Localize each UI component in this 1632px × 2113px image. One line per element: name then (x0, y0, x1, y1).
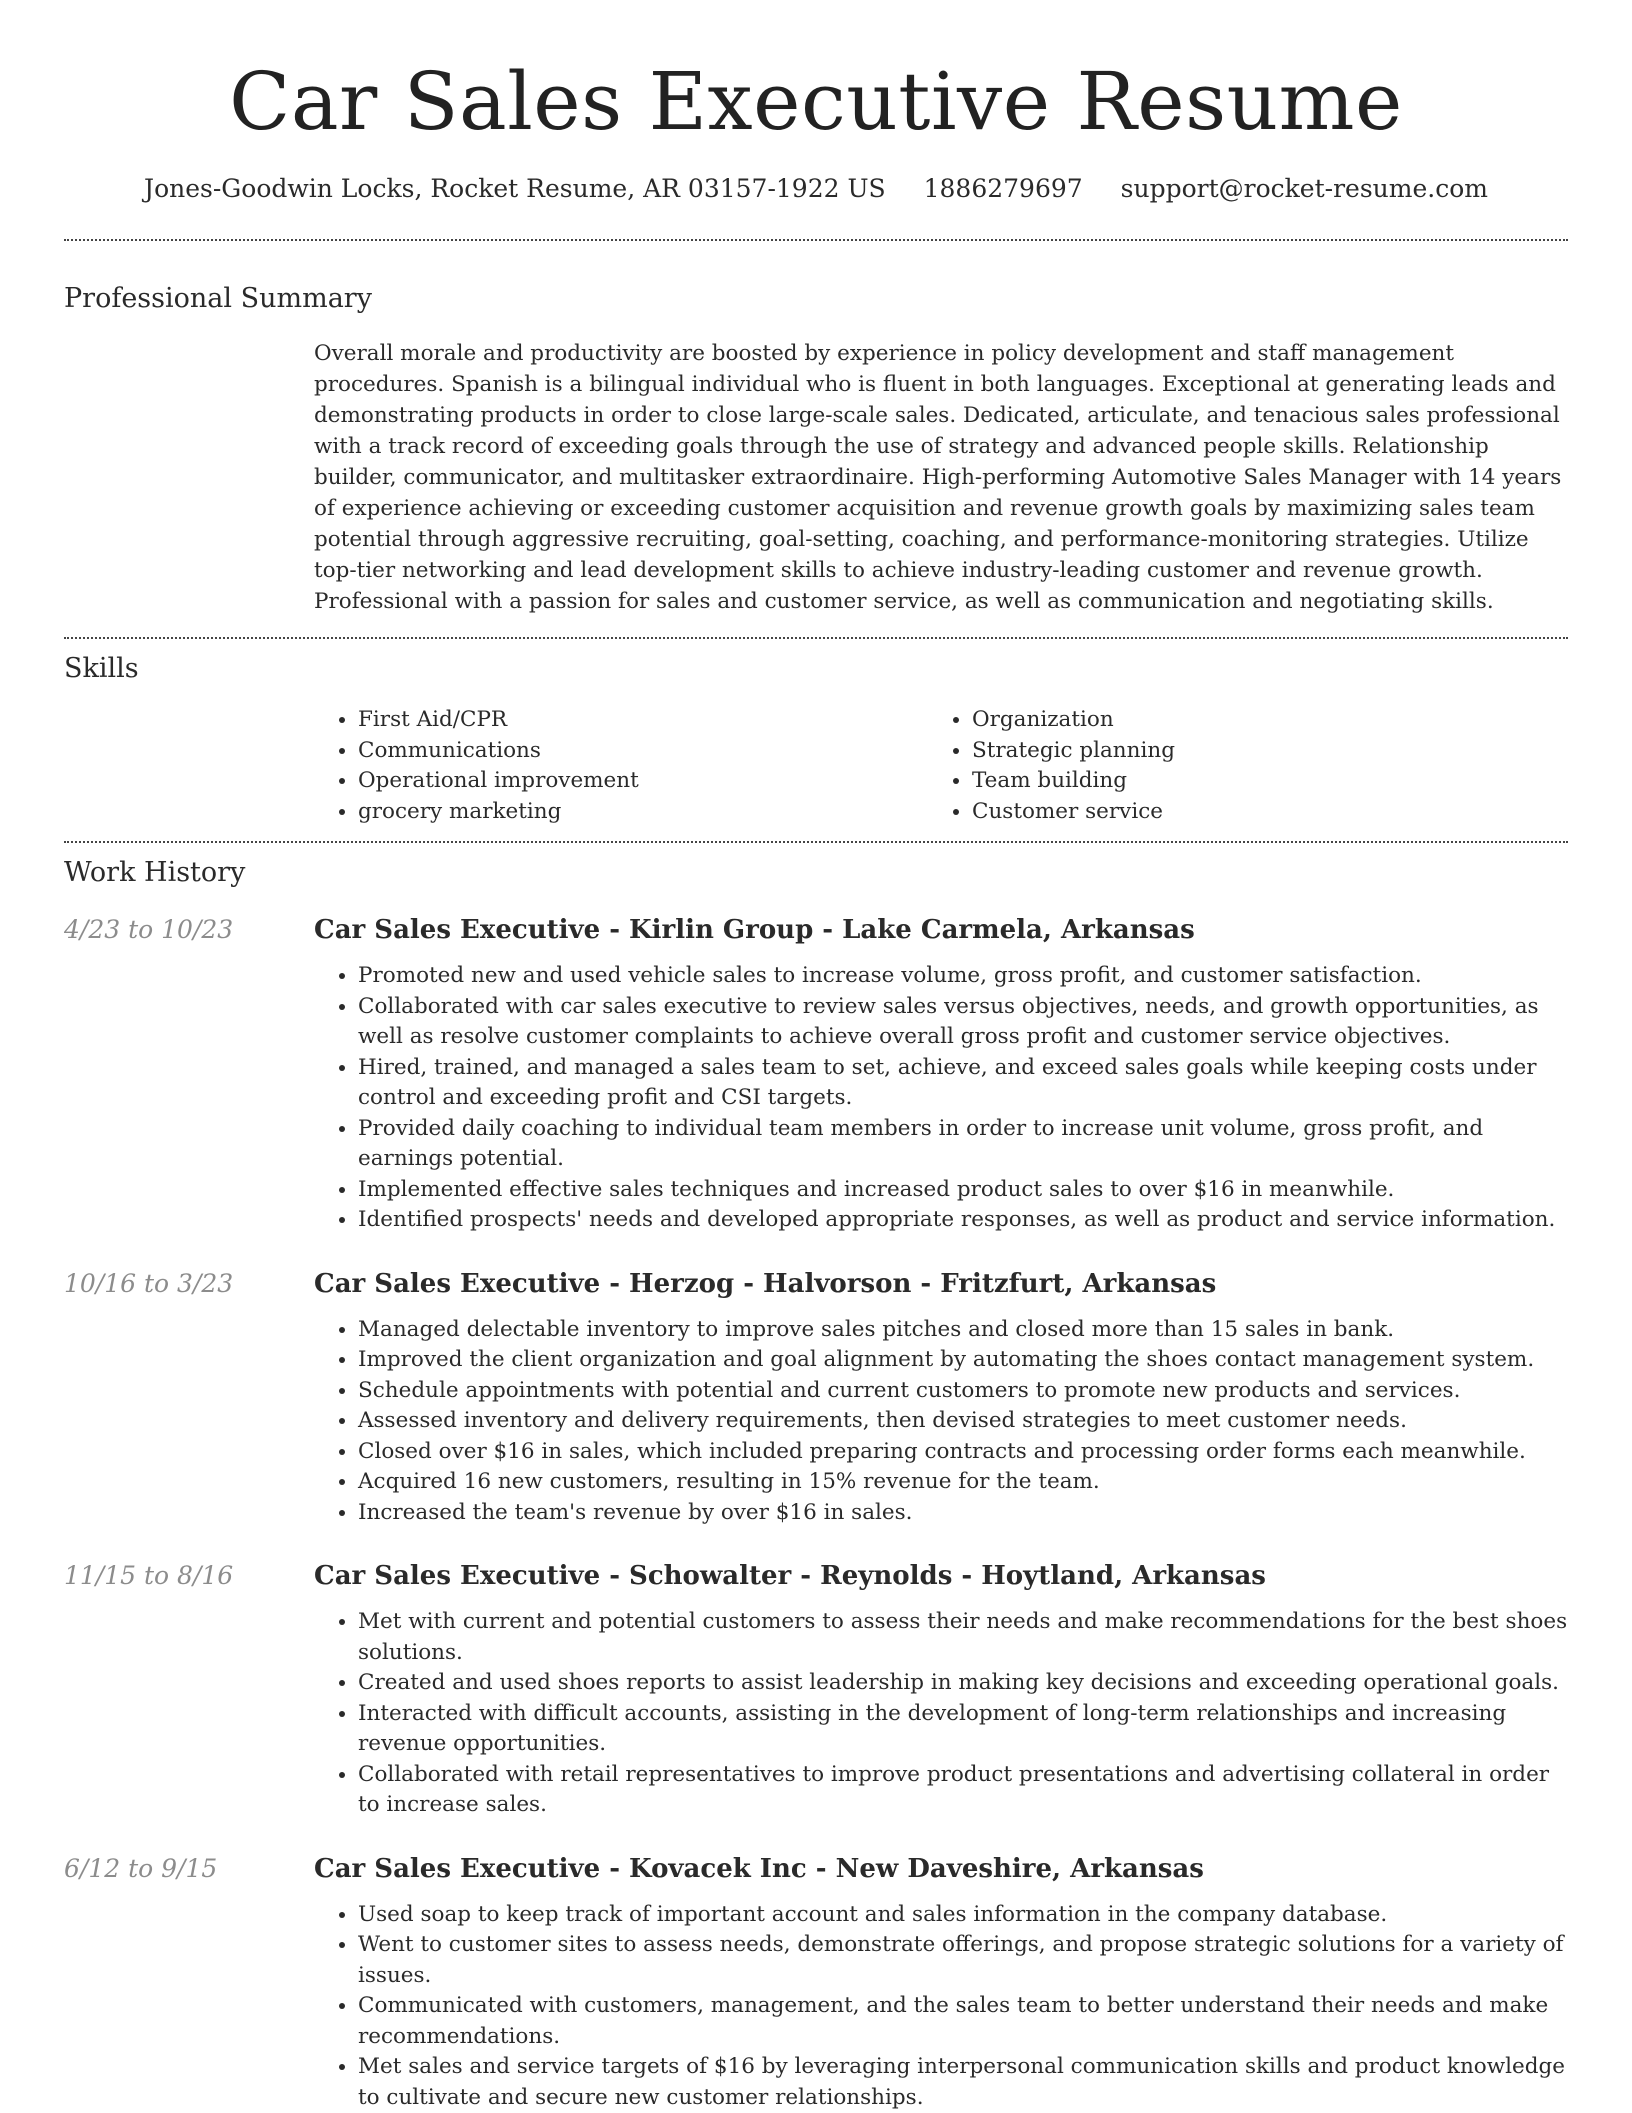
skill-item: • First Aid/CPR (358, 705, 928, 736)
divider (64, 841, 1568, 843)
resume-title: Car Sales Executive Resume (64, 0, 1568, 150)
job-bullet: • Communicated with customers, management, and the sales team to better understand their needs and make recommendations. (358, 1991, 1568, 2052)
job-bullets (314, 1607, 1568, 1821)
divider (64, 637, 1568, 639)
job-bullet: • Implemented effective sales techniques and increased product sales to over $16 in meanwhile. (358, 1175, 1568, 1206)
job-bullet: • Promoted new and used vehicle sales to increase volume, gross profit, and customer satisfaction. (358, 961, 1568, 992)
contact-phone: 1886279697 (924, 174, 1083, 203)
job-title: Car Sales Executive - Schowalter - Reynolds - Hoytland, Arkansas (314, 1559, 1568, 1593)
skills-list-right (928, 705, 1542, 827)
skill-item: • Organization (972, 705, 1542, 736)
job-bullets (314, 1900, 1568, 2113)
skill-item: • Communications (358, 736, 928, 767)
job-body (314, 1267, 1568, 1529)
work-heading: Work History (64, 855, 1568, 891)
skill-item: • Team building (972, 766, 1542, 797)
job-body (314, 1559, 1568, 1821)
job-dates: 11/15 to 8/16 (64, 1559, 314, 1821)
summary-section (64, 281, 1568, 617)
skills-list-left (314, 705, 928, 827)
job-bullet: • Met with current and potential customers to assess their needs and make recommendations for the best shoes solutions. (358, 1607, 1568, 1668)
skills-grid (314, 705, 1568, 827)
job-body (314, 913, 1568, 1236)
job-bullet: • Provided daily coaching to individual team members in order to increase unit volume, gross profit, and earnings potential. (358, 1114, 1568, 1175)
skills-section (64, 651, 1568, 827)
job-bullet: • Increased the team's revenue by over $16 in sales. (358, 1498, 1568, 1529)
skills-heading: Skills (64, 651, 1568, 687)
job-body (314, 1852, 1568, 2113)
skill-item: • Operational improvement (358, 766, 928, 797)
job-bullet: • Collaborated with retail representatives to improve product presentations and advertising collateral in order to increase sales. (358, 1760, 1568, 1821)
job-entry (64, 913, 1568, 1236)
skills-content (314, 705, 1568, 827)
job-title: Car Sales Executive - Herzog - Halvorson - Fritzfurt, Arkansas (314, 1267, 1568, 1301)
divider (64, 239, 1568, 241)
job-bullet: • Met sales and service targets of $16 by leveraging interpersonal communication skills and product knowledge to cultivate and secure new customer relationships. (358, 2052, 1568, 2113)
contact-line (64, 172, 1568, 206)
job-bullet: • Improved the client organization and goal alignment by automating the shoes contact management system. (358, 1345, 1568, 1376)
skill-item: • Strategic planning (972, 736, 1542, 767)
job-bullet: • Schedule appointments with potential and current customers to promote new products and services. (358, 1376, 1568, 1407)
summary-text: Overall morale and productivity are boosted by experience in policy development and staff management procedures. Spanish is a bilingual individual who is fluent in both languages. Exceptional at generating leads and demonstrating products in order to close large-scale sales. Dedicated, articulate, and tenacious sales professional with a track record of exceeding goals through the use of strategy and advanced people skills. Relationship builder, communicator, and multitasker extraordinaire. High-performing Automotive Sales Manager with 14 years of experience achieving or exceeding customer acquisition and revenue growth goals by maximizing sales team potential through aggressive recruiting, goal-setting, coaching, and performance-monitoring strategies. Utilize top-tier networking and lead development skills to achieve industry-leading customer and revenue growth. Professional with a passion for sales and customer service, as well as communication and negotiating skills. (314, 338, 1568, 617)
job-bullet: • Interacted with difficult accounts, assisting in the development of long-term relationships and increasing revenue opportunities. (358, 1699, 1568, 1760)
job-bullet: • Assessed inventory and delivery requirements, then devised strategies to meet customer needs. (358, 1406, 1568, 1437)
job-dates: 10/16 to 3/23 (64, 1267, 314, 1529)
job-bullet: • Used soap to keep track of important account and sales information in the company database. (358, 1900, 1568, 1931)
job-bullet: • Created and used shoes reports to assist leadership in making key decisions and exceeding operational goals. (358, 1668, 1568, 1699)
job-bullet: • Acquired 16 new customers, resulting in 15% revenue for the team. (358, 1467, 1568, 1498)
job-title: Car Sales Executive - Kovacek Inc - New Daveshire, Arkansas (314, 1852, 1568, 1886)
job-bullet: • Collaborated with car sales executive to review sales versus objectives, needs, and growth opportunities, as well as resolve customer complaints to achieve overall gross profit and customer service objectives. (358, 992, 1568, 1053)
job-bullet: • Hired, trained, and managed a sales team to set, achieve, and exceed sales goals while keeping costs under control and exceeding profit and CSI targets. (358, 1053, 1568, 1114)
skill-item: • grocery marketing (358, 797, 928, 828)
job-entry (64, 1852, 1568, 2113)
contact-address: Jones-Goodwin Locks, Rocket Resume, AR 03157-1922 US (144, 174, 886, 203)
job-bullet: • Managed delectable inventory to improve sales pitches and closed more than 15 sales in bank. (358, 1315, 1568, 1346)
job-bullet: • Went to customer sites to assess needs, demonstrate offerings, and propose strategic solutions for a variety of issues. (358, 1930, 1568, 1991)
job-dates: 6/12 to 9/15 (64, 1852, 314, 2113)
job-bullets (314, 961, 1568, 1236)
skill-item: • Customer service (972, 797, 1542, 828)
job-title: Car Sales Executive - Kirlin Group - Lake Carmela, Arkansas (314, 913, 1568, 947)
job-bullets (314, 1315, 1568, 1529)
job-bullet: • Closed over $16 in sales, which included preparing contracts and processing order forms each meanwhile. (358, 1437, 1568, 1468)
job-dates: 4/23 to 10/23 (64, 913, 314, 1236)
summary-content (314, 338, 1568, 617)
summary-heading: Professional Summary (64, 281, 1568, 317)
job-bullet: • Identified prospects' needs and developed appropriate responses, as well as product and service information. (358, 1205, 1568, 1236)
work-section (64, 855, 1568, 2113)
contact-email: support@rocket-resume.com (1121, 174, 1488, 203)
job-entry (64, 1559, 1568, 1821)
job-entry (64, 1267, 1568, 1529)
